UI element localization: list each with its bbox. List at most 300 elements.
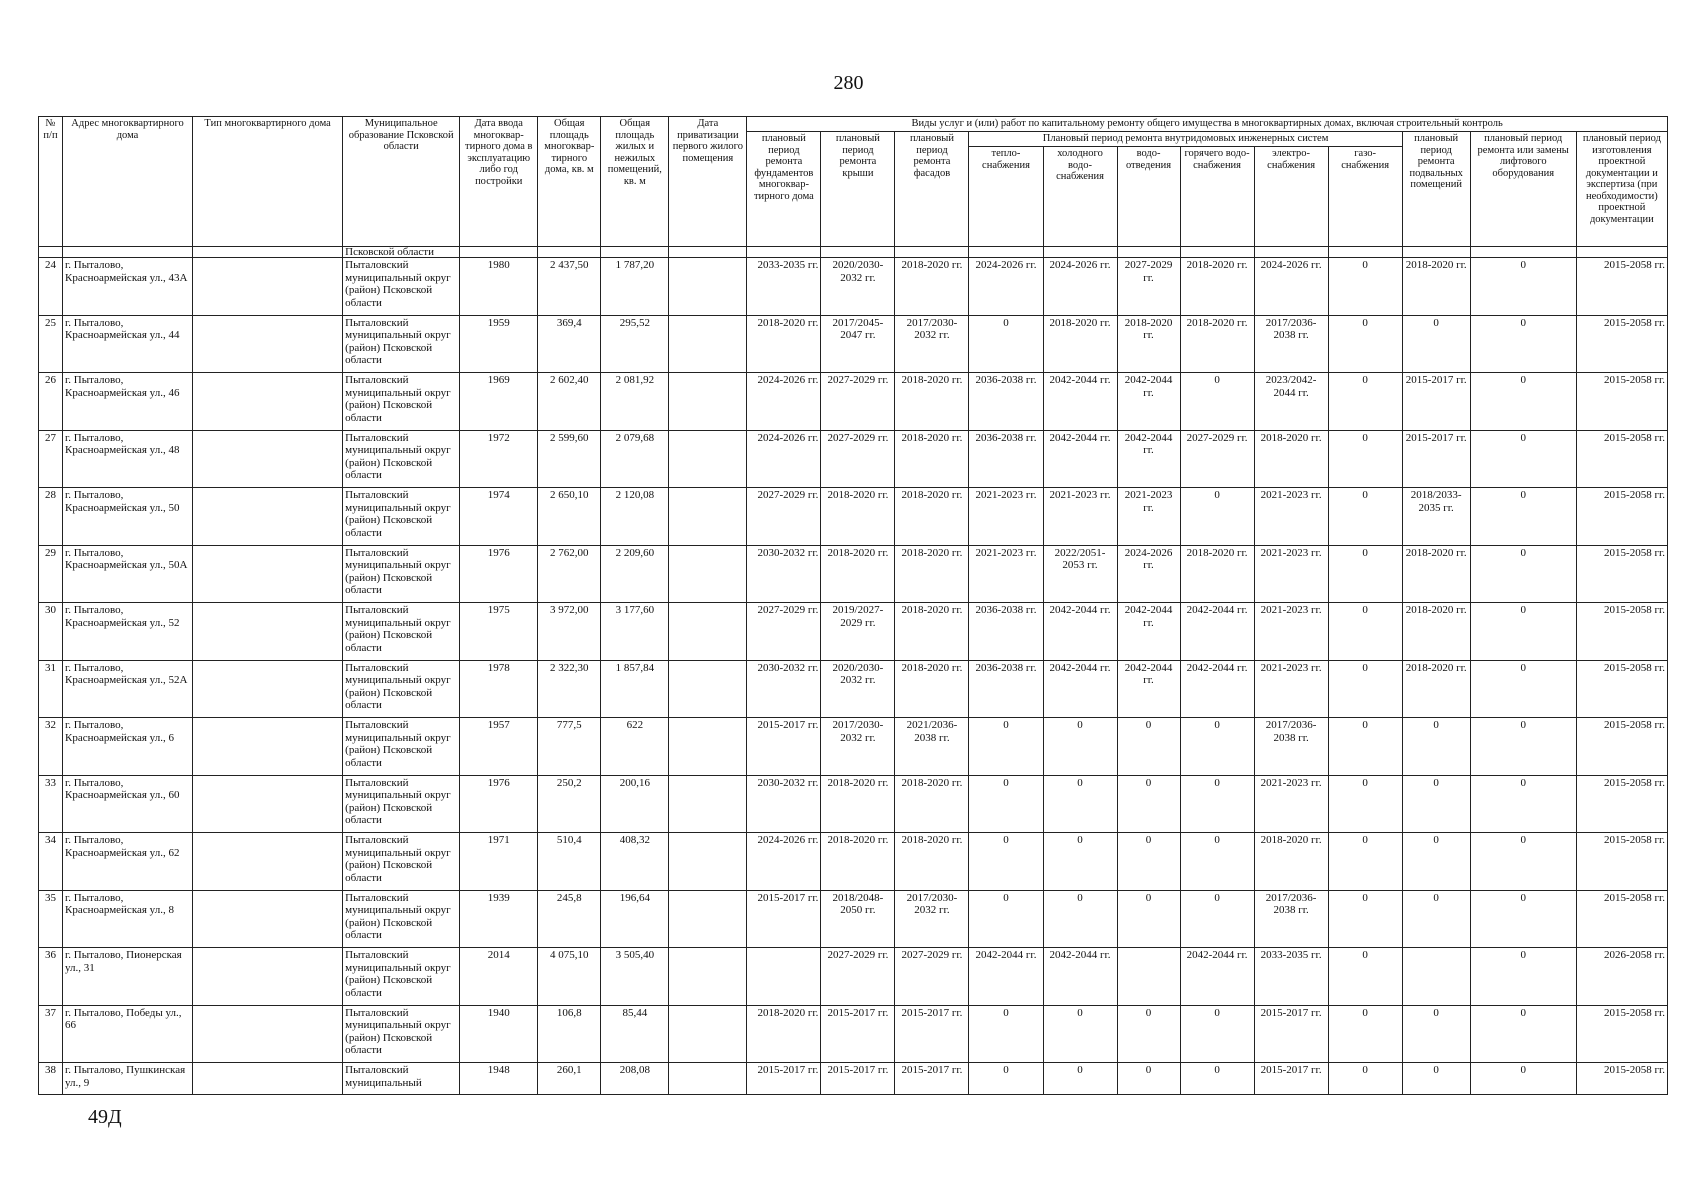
basement-cell: 2018/2033-2035 гг. — [1402, 488, 1470, 546]
elevator-cell: 0 — [1470, 430, 1576, 488]
row-number: 38 — [39, 1063, 63, 1095]
header-foundation: плановый период ремонта фундаментов многоквар-тирного дома — [747, 132, 821, 247]
electricity-cell: 2021-2023 гг. — [1254, 603, 1328, 661]
header-gas: газо-снабжения — [1328, 147, 1402, 247]
drainage-cell: 0 — [1117, 718, 1180, 776]
type-cell — [193, 948, 343, 1006]
drainage-cell: 2042-2044 гг. — [1117, 373, 1180, 431]
foundation-cell: 2015-2017 гг. — [747, 890, 821, 948]
header-total-area: Общая площадь многоквар-тирного дома, кв. м — [538, 117, 601, 247]
row-number: 33 — [39, 775, 63, 833]
privatization-cell — [669, 603, 747, 661]
year-cell: 2014 — [460, 948, 538, 1006]
hot-water-cell: 0 — [1180, 488, 1254, 546]
drainage-cell: 0 — [1117, 1063, 1180, 1095]
type-cell — [193, 545, 343, 603]
design-cell: 2015-2058 гг. — [1576, 833, 1667, 891]
electricity-cell: 2017/2036-2038 гг. — [1254, 718, 1328, 776]
electricity-cell: 2021-2023 гг. — [1254, 660, 1328, 718]
elevator-cell: 0 — [1470, 1063, 1576, 1095]
address-cell: г. Пыталово, Красноармейская ул., 50 — [63, 488, 193, 546]
heating-cell: 0 — [969, 775, 1043, 833]
hot-water-cell: 2042-2044 гг. — [1180, 948, 1254, 1006]
table-row — [39, 315, 1668, 373]
basement-cell: 2018-2020 гг. — [1402, 660, 1470, 718]
drainage-cell: 2018-2020 гг. — [1117, 315, 1180, 373]
elevator-cell: 0 — [1470, 315, 1576, 373]
foundation-cell: 2024-2026 гг. — [747, 430, 821, 488]
cold-water-cell: 2042-2044 гг. — [1043, 430, 1117, 488]
roof-cell: 2018-2020 гг. — [821, 488, 895, 546]
municipality-cell: Пыталовский муниципальный округ (район) Псковской области — [343, 430, 460, 488]
heating-cell: 0 — [969, 1005, 1043, 1063]
total-area-cell: 260,1 — [538, 1063, 601, 1095]
heating-cell: 0 — [969, 718, 1043, 776]
heating-cell: 0 — [969, 833, 1043, 891]
heating-cell: 2036-2038 гг. — [969, 373, 1043, 431]
residential-area-cell: 2 079,68 — [601, 430, 669, 488]
row-number: 32 — [39, 718, 63, 776]
header-drainage: водо-отведения — [1117, 147, 1180, 247]
basement-cell: 0 — [1402, 1005, 1470, 1063]
elevator-cell: 0 — [1470, 833, 1576, 891]
design-cell: 2015-2058 гг. — [1576, 545, 1667, 603]
type-cell — [193, 890, 343, 948]
drainage-cell: 0 — [1117, 833, 1180, 891]
table-row — [39, 890, 1668, 948]
foundation-cell: 2030-2032 гг. — [747, 545, 821, 603]
type-cell — [193, 258, 343, 316]
privatization-cell — [669, 660, 747, 718]
residential-area-cell: 208,08 — [601, 1063, 669, 1095]
foundation-cell: 2027-2029 гг. — [747, 603, 821, 661]
roof-cell: 2020/2030-2032 гг. — [821, 258, 895, 316]
roof-cell: 2020/2030-2032 гг. — [821, 660, 895, 718]
design-cell: 2015-2058 гг. — [1576, 660, 1667, 718]
electricity-cell: 2017/2036-2038 гг. — [1254, 315, 1328, 373]
design-cell: 2015-2058 гг. — [1576, 373, 1667, 431]
privatization-cell — [669, 258, 747, 316]
table-row — [39, 430, 1668, 488]
total-area-cell: 510,4 — [538, 833, 601, 891]
address-cell: г. Пыталово, Красноармейская ул., 46 — [63, 373, 193, 431]
roof-cell: 2018-2020 гг. — [821, 545, 895, 603]
facade-cell: 2018-2020 гг. — [895, 430, 969, 488]
year-cell: 1948 — [460, 1063, 538, 1095]
year-cell: 1959 — [460, 315, 538, 373]
cold-water-cell: 0 — [1043, 1063, 1117, 1095]
row-number: 26 — [39, 373, 63, 431]
total-area-cell: 4 075,10 — [538, 948, 601, 1006]
facade-cell: 2018-2020 гг. — [895, 833, 969, 891]
table-body — [39, 247, 1668, 1095]
facade-cell: 2018-2020 гг. — [895, 660, 969, 718]
gas-cell: 0 — [1328, 833, 1402, 891]
design-cell: 2015-2058 гг. — [1576, 488, 1667, 546]
year-cell: 1975 — [460, 603, 538, 661]
header-design: плановый период изготовления проектной документации и экспертиза (при необходимости) проектной документации — [1576, 132, 1667, 247]
cold-water-cell: 2042-2044 гг. — [1043, 660, 1117, 718]
hot-water-cell: 2018-2020 гг. — [1180, 315, 1254, 373]
municipality-cell: Пыталовский муниципальный округ (район) Псковской области — [343, 890, 460, 948]
hot-water-cell: 0 — [1180, 775, 1254, 833]
total-area-cell: 106,8 — [538, 1005, 601, 1063]
table-row — [39, 660, 1668, 718]
capital-repair-table — [38, 116, 1668, 1095]
municipality-cell: Пыталовский муниципальный округ (район) Псковской области — [343, 315, 460, 373]
privatization-cell — [669, 545, 747, 603]
residential-area-cell: 196,64 — [601, 890, 669, 948]
type-cell — [193, 315, 343, 373]
design-cell: 2015-2058 гг. — [1576, 718, 1667, 776]
residential-area-cell: 2 081,92 — [601, 373, 669, 431]
type-cell — [193, 373, 343, 431]
cold-water-cell: 2022/2051-2053 гг. — [1043, 545, 1117, 603]
roof-cell: 2027-2029 гг. — [821, 373, 895, 431]
basement-cell: 0 — [1402, 890, 1470, 948]
municipality-cell: Пыталовский муниципальный округ (район) Псковской области — [343, 603, 460, 661]
municipality-cell: Пыталовский муниципальный округ (район) Псковской области — [343, 1005, 460, 1063]
foundation-cell: 2015-2017 гг. — [747, 718, 821, 776]
privatization-cell — [669, 1005, 747, 1063]
page-code: 49Д — [88, 1106, 122, 1128]
municipality-cell: Пыталовский муниципальный округ (район) Псковской области — [343, 833, 460, 891]
drainage-cell: 2021-2023 гг. — [1117, 488, 1180, 546]
cold-water-cell: 0 — [1043, 1005, 1117, 1063]
hot-water-cell: 0 — [1180, 1063, 1254, 1095]
header-roof: плановый период ремонта крыши — [821, 132, 895, 247]
header-type: Тип многоквартирного дома — [193, 117, 343, 247]
facade-cell: 2015-2017 гг. — [895, 1005, 969, 1063]
address-cell: г. Пыталово, Пушкинская ул., 9 — [63, 1063, 193, 1095]
gas-cell: 0 — [1328, 660, 1402, 718]
header-privatization-date: Дата приватизации первого жилого помещения — [669, 117, 747, 247]
heating-cell: 2036-2038 гг. — [969, 430, 1043, 488]
elevator-cell: 0 — [1470, 373, 1576, 431]
facade-cell: 2018-2020 гг. — [895, 603, 969, 661]
address-cell: г. Пыталово, Красноармейская ул., 48 — [63, 430, 193, 488]
roof-cell: 2027-2029 гг. — [821, 948, 895, 1006]
table-row — [39, 373, 1668, 431]
design-cell: 2015-2058 гг. — [1576, 603, 1667, 661]
residential-area-cell: 3 505,40 — [601, 948, 669, 1006]
year-cell: 1978 — [460, 660, 538, 718]
electricity-cell: 2021-2023 гг. — [1254, 488, 1328, 546]
drainage-cell: 0 — [1117, 890, 1180, 948]
hot-water-cell: 0 — [1180, 833, 1254, 891]
gas-cell: 0 — [1328, 948, 1402, 1006]
basement-cell: 2018-2020 гг. — [1402, 258, 1470, 316]
hot-water-cell: 2042-2044 гг. — [1180, 603, 1254, 661]
continuation-row — [39, 247, 1668, 258]
hot-water-cell: 0 — [1180, 373, 1254, 431]
row-number: 36 — [39, 948, 63, 1006]
header-commission-date: Дата ввода многоквар-тирного дома в эксплуатацию либо год постройки — [460, 117, 538, 247]
elevator-cell: 0 — [1470, 660, 1576, 718]
total-area-cell: 2 650,10 — [538, 488, 601, 546]
cold-water-cell: 0 — [1043, 718, 1117, 776]
drainage-cell: 2024-2026 гг. — [1117, 545, 1180, 603]
type-cell — [193, 718, 343, 776]
address-cell: г. Пыталово, Красноармейская ул., 44 — [63, 315, 193, 373]
basement-cell: 2015-2017 гг. — [1402, 430, 1470, 488]
year-cell: 1971 — [460, 833, 538, 891]
residential-area-cell: 1 787,20 — [601, 258, 669, 316]
total-area-cell: 250,2 — [538, 775, 601, 833]
residential-area-cell: 3 177,60 — [601, 603, 669, 661]
elevator-cell: 0 — [1470, 545, 1576, 603]
drainage-cell: 2042-2044 гг. — [1117, 430, 1180, 488]
design-cell: 2015-2058 гг. — [1576, 1005, 1667, 1063]
header-elevator: плановый период ремонта или замены лифтового оборудования — [1470, 132, 1576, 247]
table-row — [39, 545, 1668, 603]
foundation-cell: 2030-2032 гг. — [747, 775, 821, 833]
privatization-cell — [669, 890, 747, 948]
privatization-cell — [669, 833, 747, 891]
roof-cell: 2015-2017 гг. — [821, 1063, 895, 1095]
basement-cell: 2015-2017 гг. — [1402, 373, 1470, 431]
table-row — [39, 833, 1668, 891]
heating-cell: 0 — [969, 1063, 1043, 1095]
header-hot-water: горячего водо-снабжения — [1180, 147, 1254, 247]
drainage-cell — [1117, 948, 1180, 1006]
heating-cell: 2042-2044 гг. — [969, 948, 1043, 1006]
header-address: Адрес многоквартирного дома — [63, 117, 193, 247]
municipality-cell: Пыталовский муниципальный округ (район) Псковской области — [343, 660, 460, 718]
address-cell: г. Пыталово, Красноармейская ул., 52 — [63, 603, 193, 661]
type-cell — [193, 430, 343, 488]
row-number: 29 — [39, 545, 63, 603]
total-area-cell: 2 599,60 — [538, 430, 601, 488]
row-number: 30 — [39, 603, 63, 661]
header-works-group: Виды услуг и (или) работ по капитальному ремонту общего имущества в многоквартирных домах, включая строительный контроль — [747, 117, 1668, 132]
drainage-cell: 2042-2044 гг. — [1117, 660, 1180, 718]
electricity-cell: 2018-2020 гг. — [1254, 833, 1328, 891]
table-row — [39, 603, 1668, 661]
cold-water-cell: 2042-2044 гг. — [1043, 603, 1117, 661]
cold-water-cell: 0 — [1043, 890, 1117, 948]
drainage-cell: 2042-2044 гг. — [1117, 603, 1180, 661]
gas-cell: 0 — [1328, 315, 1402, 373]
table-row — [39, 718, 1668, 776]
address-cell: г. Пыталово, Красноармейская ул., 52А — [63, 660, 193, 718]
privatization-cell — [669, 775, 747, 833]
address-cell: г. Пыталово, Красноармейская ул., 43А — [63, 258, 193, 316]
basement-cell: 0 — [1402, 315, 1470, 373]
foundation-cell: 2033-2035 гг. — [747, 258, 821, 316]
header-cold-water: холодного водо-снабжения — [1043, 147, 1117, 247]
header-engineering-group: Плановый период ремонта внутридомовых инженерных систем — [969, 132, 1402, 147]
row-number: 31 — [39, 660, 63, 718]
type-cell — [193, 833, 343, 891]
header-municipality: Муниципальное образование Псковской области — [343, 117, 460, 247]
address-cell: г. Пыталово, Красноармейская ул., 50А — [63, 545, 193, 603]
table-row — [39, 1005, 1668, 1063]
total-area-cell: 3 972,00 — [538, 603, 601, 661]
year-cell: 1939 — [460, 890, 538, 948]
gas-cell: 0 — [1328, 775, 1402, 833]
total-area-cell: 2 602,40 — [538, 373, 601, 431]
type-cell — [193, 488, 343, 546]
cold-water-cell: 2042-2044 гг. — [1043, 948, 1117, 1006]
electricity-cell: 2018-2020 гг. — [1254, 430, 1328, 488]
facade-cell: 2018-2020 гг. — [895, 488, 969, 546]
table-row — [39, 258, 1668, 316]
foundation-cell: 2027-2029 гг. — [747, 488, 821, 546]
elevator-cell: 0 — [1470, 1005, 1576, 1063]
foundation-cell: 2024-2026 гг. — [747, 833, 821, 891]
total-area-cell: 369,4 — [538, 315, 601, 373]
row-number: 34 — [39, 833, 63, 891]
table-row — [39, 488, 1668, 546]
drainage-cell: 0 — [1117, 775, 1180, 833]
heating-cell: 2036-2038 гг. — [969, 603, 1043, 661]
basement-cell — [1402, 948, 1470, 1006]
basement-cell: 0 — [1402, 775, 1470, 833]
municipality-cell: Пыталовский муниципальный округ (район) Псковской области — [343, 775, 460, 833]
elevator-cell: 0 — [1470, 488, 1576, 546]
design-cell: 2015-2058 гг. — [1576, 890, 1667, 948]
cold-water-cell: 2018-2020 гг. — [1043, 315, 1117, 373]
address-cell: г. Пыталово, Красноармейская ул., 62 — [63, 833, 193, 891]
electricity-cell: 2023/2042-2044 гг. — [1254, 373, 1328, 431]
hot-water-cell: 2027-2029 гг. — [1180, 430, 1254, 488]
design-cell: 2015-2058 гг. — [1576, 775, 1667, 833]
residential-area-cell: 85,44 — [601, 1005, 669, 1063]
privatization-cell — [669, 315, 747, 373]
electricity-cell: 2015-2017 гг. — [1254, 1005, 1328, 1063]
header-facade: плановый период ремонта фасадов — [895, 132, 969, 247]
electricity-cell: 2024-2026 гг. — [1254, 258, 1328, 316]
gas-cell: 0 — [1328, 1005, 1402, 1063]
type-cell — [193, 660, 343, 718]
design-cell: 2015-2058 гг. — [1576, 315, 1667, 373]
facade-cell: 2017/2030-2032 гг. — [895, 890, 969, 948]
facade-cell: 2018-2020 гг. — [895, 258, 969, 316]
residential-area-cell: 200,16 — [601, 775, 669, 833]
privatization-cell — [669, 430, 747, 488]
heating-cell: 2021-2023 гг. — [969, 488, 1043, 546]
heating-cell: 0 — [969, 890, 1043, 948]
electricity-cell: 2033-2035 гг. — [1254, 948, 1328, 1006]
foundation-cell — [747, 948, 821, 1006]
hot-water-cell: 2042-2044 гг. — [1180, 660, 1254, 718]
residential-area-cell: 1 857,84 — [601, 660, 669, 718]
heating-cell: 2036-2038 гг. — [969, 660, 1043, 718]
header-row-1 — [39, 117, 1668, 132]
facade-cell: 2021/2036-2038 гг. — [895, 718, 969, 776]
year-cell: 1976 — [460, 545, 538, 603]
facade-cell: 2017/2030-2032 гг. — [895, 315, 969, 373]
municipality-cell: Пыталовский муниципальный округ (район) Псковской области — [343, 373, 460, 431]
design-cell: 2015-2058 гг. — [1576, 258, 1667, 316]
residential-area-cell: 622 — [601, 718, 669, 776]
elevator-cell: 0 — [1470, 890, 1576, 948]
header-heating: тепло-снабжения — [969, 147, 1043, 247]
year-cell: 1974 — [460, 488, 538, 546]
year-cell: 1980 — [460, 258, 538, 316]
heating-cell: 2021-2023 гг. — [969, 545, 1043, 603]
gas-cell: 0 — [1328, 430, 1402, 488]
header-basement: плановый период ремонта подвальных помещений — [1402, 132, 1470, 247]
total-area-cell: 2 322,30 — [538, 660, 601, 718]
type-cell — [193, 1063, 343, 1095]
gas-cell: 0 — [1328, 890, 1402, 948]
row-number: 27 — [39, 430, 63, 488]
cold-water-cell: 2024-2026 гг. — [1043, 258, 1117, 316]
electricity-cell: 2021-2023 гг. — [1254, 775, 1328, 833]
hot-water-cell: 0 — [1180, 718, 1254, 776]
heating-cell: 0 — [969, 315, 1043, 373]
roof-cell: 2018-2020 гг. — [821, 833, 895, 891]
row-number: 35 — [39, 890, 63, 948]
facade-cell: 2018-2020 гг. — [895, 545, 969, 603]
total-area-cell: 2 437,50 — [538, 258, 601, 316]
address-cell: г. Пыталово, Красноармейская ул., 8 — [63, 890, 193, 948]
address-cell: г. Пыталово, Победы ул., 66 — [63, 1005, 193, 1063]
electricity-cell: 2021-2023 гг. — [1254, 545, 1328, 603]
table-row — [39, 1063, 1668, 1095]
type-cell — [193, 603, 343, 661]
residential-area-cell: 408,32 — [601, 833, 669, 891]
residential-area-cell: 2 209,60 — [601, 545, 669, 603]
row-number: 25 — [39, 315, 63, 373]
page-number: 280 — [833, 72, 864, 94]
privatization-cell — [669, 373, 747, 431]
foundation-cell: 2030-2032 гг. — [747, 660, 821, 718]
row-number: 28 — [39, 488, 63, 546]
electricity-cell: 2015-2017 гг. — [1254, 1063, 1328, 1095]
drainage-cell: 0 — [1117, 1005, 1180, 1063]
gas-cell: 0 — [1328, 373, 1402, 431]
facade-cell: 2015-2017 гг. — [895, 1063, 969, 1095]
gas-cell: 0 — [1328, 545, 1402, 603]
year-cell: 1976 — [460, 775, 538, 833]
gas-cell: 0 — [1328, 1063, 1402, 1095]
municipality-cell: Пыталовский муниципальный округ (район) Псковской области — [343, 258, 460, 316]
gas-cell: 0 — [1328, 258, 1402, 316]
table-row — [39, 775, 1668, 833]
address-cell: г. Пыталово, Красноармейская ул., 6 — [63, 718, 193, 776]
heating-cell: 2024-2026 гг. — [969, 258, 1043, 316]
cold-water-cell: 2021-2023 гг. — [1043, 488, 1117, 546]
hot-water-cell: 0 — [1180, 890, 1254, 948]
municipality-cell: Пыталовский муниципальный округ (район) Псковской области — [343, 948, 460, 1006]
privatization-cell — [669, 1063, 747, 1095]
year-cell: 1957 — [460, 718, 538, 776]
municipality-cell: Пыталовский муниципальный округ (район) Псковской области — [343, 718, 460, 776]
elevator-cell: 0 — [1470, 775, 1576, 833]
foundation-cell: 2015-2017 гг. — [747, 1063, 821, 1095]
year-cell: 1969 — [460, 373, 538, 431]
roof-cell: 2019/2027-2029 гг. — [821, 603, 895, 661]
header-num: № п/п — [39, 117, 63, 247]
total-area-cell: 777,5 — [538, 718, 601, 776]
address-cell: г. Пыталово, Пионерская ул., 31 — [63, 948, 193, 1006]
year-cell: 1940 — [460, 1005, 538, 1063]
header-residential-area: Общая площадь жилых и нежилых помещений, кв. м — [601, 117, 669, 247]
basement-cell: 0 — [1402, 1063, 1470, 1095]
basement-cell: 0 — [1402, 833, 1470, 891]
facade-cell: 2018-2020 гг. — [895, 373, 969, 431]
privatization-cell — [669, 718, 747, 776]
cold-water-cell: 2042-2044 гг. — [1043, 373, 1117, 431]
roof-cell: 2018-2020 гг. — [821, 775, 895, 833]
header-electricity: электро-снабжения — [1254, 147, 1328, 247]
basement-cell: 2018-2020 гг. — [1402, 545, 1470, 603]
elevator-cell: 0 — [1470, 258, 1576, 316]
foundation-cell: 2018-2020 гг. — [747, 1005, 821, 1063]
